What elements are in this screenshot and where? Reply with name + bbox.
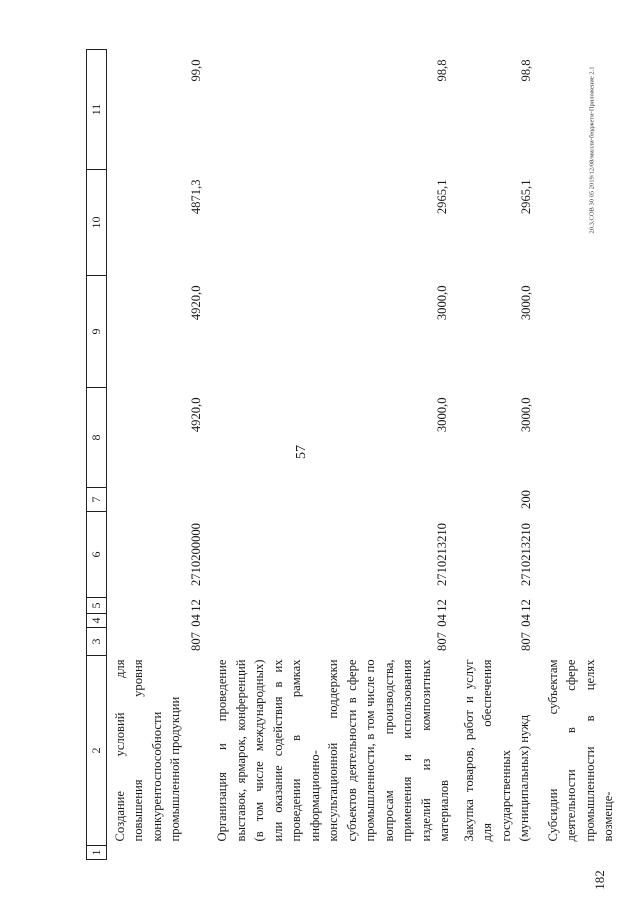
cell-col11 bbox=[540, 50, 620, 170]
cell-index bbox=[209, 846, 456, 860]
cell-subsection bbox=[540, 598, 620, 614]
cell-col9: 4920,0 bbox=[188, 285, 203, 321]
col-header-10: 10 bbox=[87, 170, 107, 276]
col-header-6: 6 bbox=[87, 512, 107, 598]
cell-col9: 3000,0 bbox=[435, 285, 449, 321]
cell-col10 bbox=[540, 170, 620, 276]
table-row bbox=[106, 50, 209, 860]
file-path-stamp: 20.3.СОВ 30 05 2019/12/08/милли-бюджети-Приложение 2.1 bbox=[588, 66, 596, 234]
cell-col9: 3000,0 bbox=[519, 285, 533, 321]
col-header-11: 11 bbox=[87, 50, 107, 170]
cell-subsection: 12 bbox=[435, 599, 449, 612]
cell-ministry: 807 bbox=[519, 632, 533, 651]
cell-col11: 98,8 bbox=[435, 59, 449, 82]
cell-col10: 2965,1 bbox=[519, 179, 533, 215]
cell-col8: 3000,0 bbox=[435, 397, 449, 433]
table-row bbox=[540, 50, 620, 860]
page-number-top: 57 bbox=[294, 445, 309, 459]
cell-section bbox=[540, 614, 620, 628]
cell-expense-type bbox=[106, 488, 209, 512]
cell-section: 04 bbox=[188, 614, 203, 627]
col-header-5: 5 bbox=[87, 598, 107, 614]
col-header-1: 1 bbox=[87, 846, 107, 860]
cell-subsection: 12 bbox=[519, 599, 533, 612]
cell-target-item: 2710213210 bbox=[519, 523, 533, 586]
col-header-8: 8 bbox=[87, 388, 107, 488]
cell-col11: 98,8 bbox=[519, 59, 533, 82]
cell-index bbox=[106, 846, 209, 860]
cell-target-item: 2710200000 bbox=[188, 523, 203, 586]
col-header-4: 4 bbox=[87, 614, 107, 628]
header-row bbox=[87, 50, 107, 860]
cell-target-item bbox=[540, 512, 620, 598]
cell-description: Создание условий для повышения уровня конкурентоспособности промышленной продукции bbox=[112, 659, 182, 842]
cell-description: Закупка товаров, работ и услуг для обеспечения государственных (муниципальных) нужд bbox=[461, 659, 531, 842]
cell-ministry: 807 bbox=[435, 632, 449, 651]
cell-section: 04 bbox=[435, 614, 449, 627]
cell-expense-type: 200 bbox=[519, 490, 533, 509]
col-header-9: 9 bbox=[87, 276, 107, 388]
cell-description: Субсидии субъектам деятельности в сфере промышленности в целях возмеще- bbox=[545, 659, 615, 842]
col-header-3: 3 bbox=[87, 628, 107, 656]
cell-section: 04 bbox=[519, 614, 533, 627]
cell-expense-type bbox=[540, 488, 620, 512]
cell-col9 bbox=[540, 276, 620, 388]
cell-ministry: 807 bbox=[188, 632, 203, 651]
page-number-bottom: 182 bbox=[592, 870, 607, 890]
cell-col8: 3000,0 bbox=[519, 397, 533, 433]
cell-expense-type bbox=[209, 488, 456, 512]
cell-ministry bbox=[540, 628, 620, 656]
table-row bbox=[456, 50, 540, 860]
budget-table bbox=[86, 49, 620, 860]
cell-index bbox=[456, 846, 540, 860]
cell-subsection: 12 bbox=[188, 599, 203, 612]
cell-col8 bbox=[540, 388, 620, 488]
cell-index bbox=[540, 846, 620, 860]
cell-col8: 4920,0 bbox=[188, 397, 203, 433]
cell-target-item: 2710213210 bbox=[435, 523, 449, 586]
col-header-2: 2 bbox=[87, 656, 107, 846]
cell-description: Организация и проведение выставок, ярмарок, конференций (в том числе международных) или оказание содействия в их проведении в рамках информационно-консультационной поддержки субъектов деятельности в сфере промышленности, в том числе по вопросам производства, применения и использования изделий из композитных материалов bbox=[215, 659, 451, 842]
cell-col11: 99,0 bbox=[188, 59, 203, 82]
cell-col10: 2965,1 bbox=[435, 179, 449, 215]
table-row bbox=[209, 50, 456, 860]
cell-col10: 4871,3 bbox=[188, 179, 203, 215]
col-header-7: 7 bbox=[87, 488, 107, 512]
